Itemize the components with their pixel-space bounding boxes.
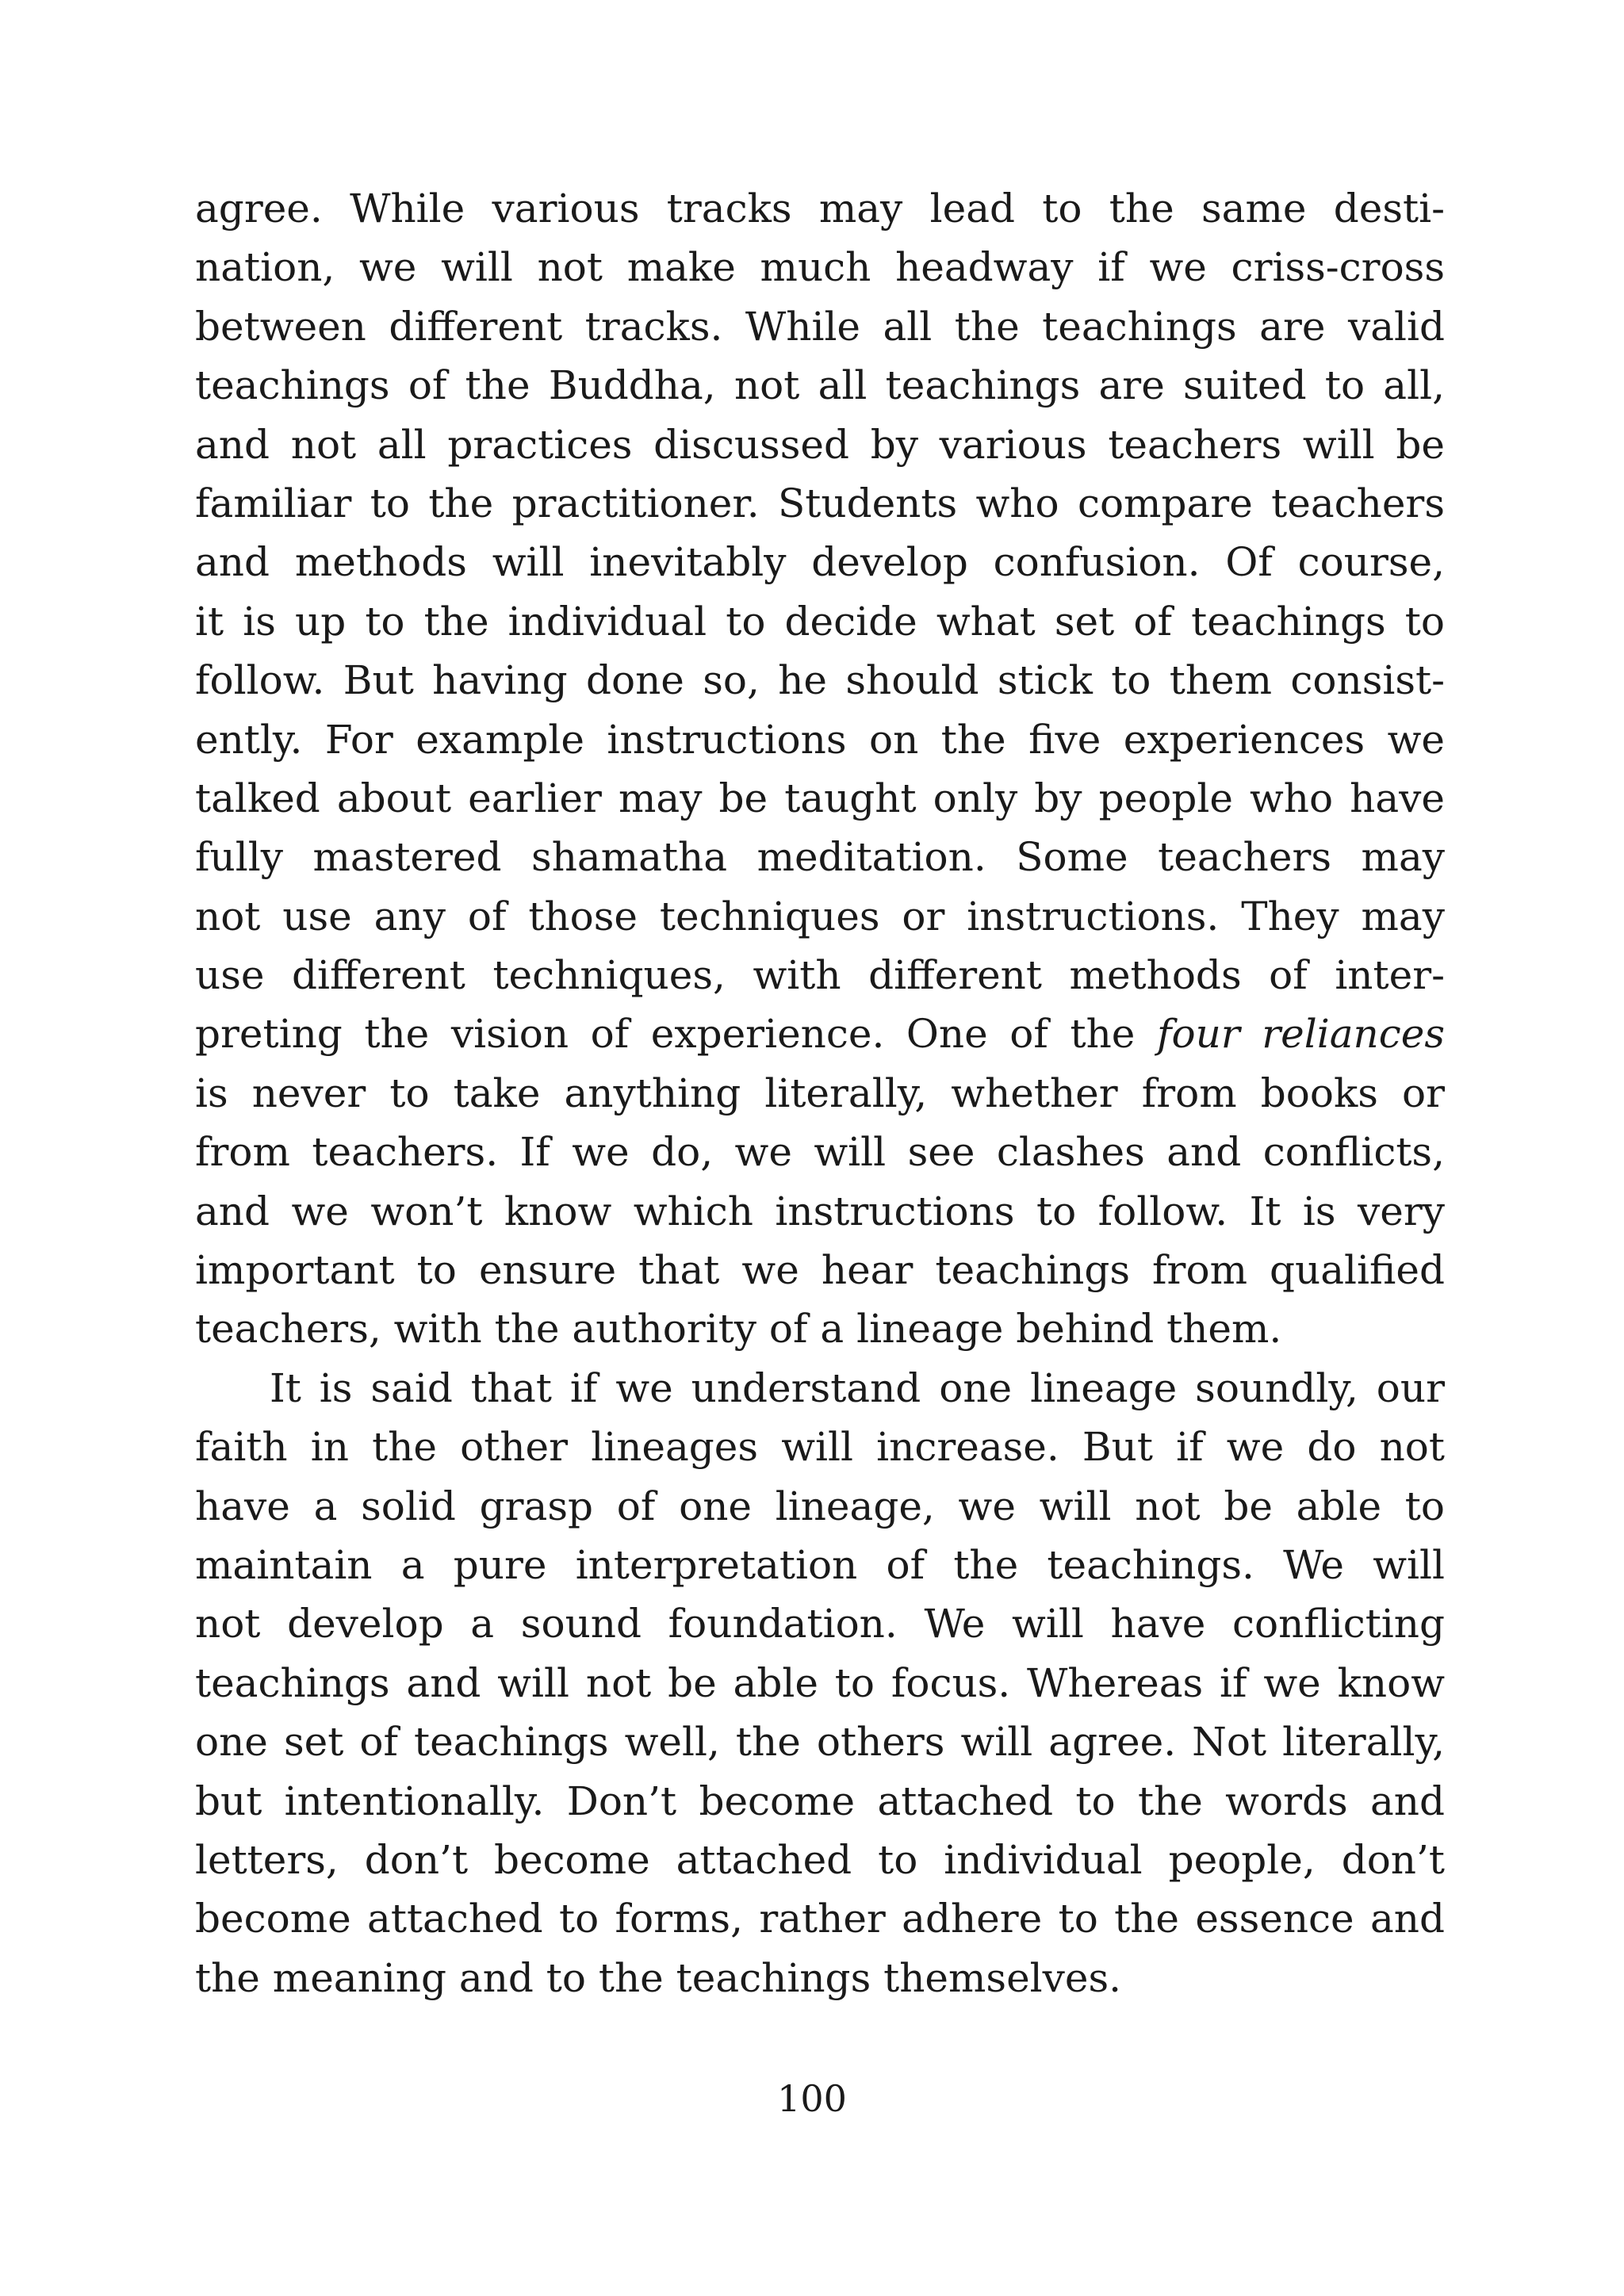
text-line: letters, don’t become attached to individual people, don’t bbox=[195, 1836, 1445, 1883]
text-line: teachings of the Buddha, not all teachings are suited to all, bbox=[195, 362, 1445, 409]
text-line: important to ensure that we hear teachings from qualified bbox=[195, 1247, 1445, 1294]
text-line: maintain a pure interpretation of the teachings. We will bbox=[195, 1541, 1445, 1588]
text-line: but intentionally. Don’t become attached to the words and bbox=[195, 1777, 1445, 1824]
text-line: use different techniques, with different methods of inter- bbox=[195, 952, 1445, 999]
paragraph-2 bbox=[195, 1359, 1445, 2007]
text-line: one set of teachings well, the others will agree. Not literally, bbox=[195, 1719, 1445, 1766]
text-line: between different tracks. While all the teachings are valid bbox=[195, 303, 1445, 350]
text-line: It is said that if we understand one lineage soundly, our bbox=[270, 1364, 1445, 1411]
text-line: and we won’t know which instructions to follow. It is very bbox=[195, 1188, 1445, 1234]
text-line: teachings and will not be able to focus. Whereas if we know bbox=[195, 1659, 1445, 1706]
text-line: follow. But having done so, he should stick to them consist- bbox=[195, 657, 1445, 704]
text-line: talked about earlier may be taught only by people who have bbox=[195, 775, 1445, 821]
text-line-with-italic bbox=[195, 1004, 1445, 1063]
text-line: from teachers. If we do, we will see clashes and conflicts, bbox=[195, 1129, 1445, 1176]
text-line: the meaning and to the teachings themselves. bbox=[195, 1954, 1122, 2001]
italic-term: four reliances bbox=[1156, 1011, 1445, 1058]
text-line: ently. For example instructions on the five experiences we bbox=[195, 716, 1445, 763]
paragraph-1 bbox=[195, 179, 1445, 1359]
page-number: 100 bbox=[777, 2077, 847, 2120]
body-text bbox=[195, 179, 1445, 2007]
text-line: not develop a sound foundation. We will have conflicting bbox=[195, 1601, 1445, 1647]
text-line: have a solid grasp of one lineage, we will not be able to bbox=[195, 1483, 1445, 1529]
text-line: nation, we will not make much headway if we criss-cross bbox=[195, 244, 1445, 291]
text-line: is never to take anything literally, whether from books or bbox=[195, 1070, 1445, 1116]
text-line: become attached to forms, rather adhere to the essence and bbox=[195, 1896, 1445, 1942]
text-line: fully mastered shamatha meditation. Some teachers may bbox=[195, 834, 1445, 881]
text-line: faith in the other lineages will increase. But if we do not bbox=[195, 1424, 1445, 1471]
text-line: not use any of those techniques or instructions. They may bbox=[195, 893, 1445, 939]
text-line: agree. While various tracks may lead to the same desti- bbox=[195, 186, 1445, 232]
text-line: and methods will inevitably develop confusion. Of course, bbox=[195, 539, 1445, 586]
text-line: and not all practices discussed by various teachers will be bbox=[195, 421, 1445, 468]
text-line: it is up to the individual to decide what set of teachings to bbox=[195, 598, 1445, 645]
text-line: teachers, with the authority of a lineage behind them. bbox=[195, 1306, 1282, 1353]
text-line: familiar to the practitioner. Students who compare teachers bbox=[195, 480, 1445, 526]
text-segment: preting the vision of experience. One of the bbox=[195, 1011, 1136, 1058]
